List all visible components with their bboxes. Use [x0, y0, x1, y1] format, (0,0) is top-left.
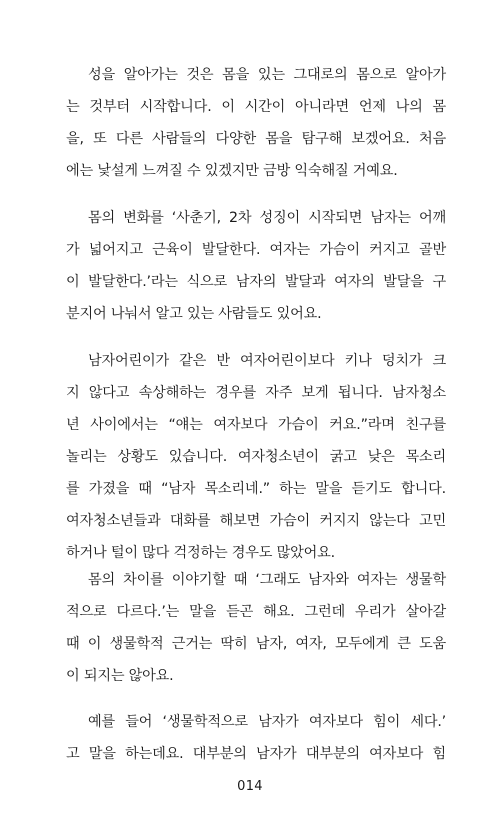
- paragraph-5: [66, 706, 446, 770]
- text-line: 하거나 털이 많다 걱정하는 경우도 많았어요.: [66, 545, 335, 561]
- text-line: 고 말을 하는데요. 대부분의 남자가 대부분의 여자보다 힘: [66, 746, 446, 762]
- text-line: 몸의 차이를 이야기할 때 ‘그래도 남자와 여자는 생물학: [88, 572, 446, 588]
- text-line: 년 사이에서는 “얘는 여자보다 가슴이 커요.”라며 친구를: [66, 417, 446, 433]
- text-line: 적으로 다르다.’는 말을 듣곤 해요. 그런데 우리가 살아갈: [66, 604, 446, 620]
- text-line: 때 이 생물학적 근거는 딱히 남자, 여자, 모두에게 큰 도움: [66, 636, 446, 652]
- text-line: 예를 들어 ‘생물학적으로 남자가 여자보다 힘이 세다.’: [88, 714, 446, 730]
- text-line: 이 되지는 않아요.: [66, 668, 174, 684]
- text-line: 에는 낯설게 느껴질 수 있겠지만 금방 익숙해질 거예요.: [66, 163, 398, 179]
- paragraph-3: [66, 345, 446, 569]
- text-line: 놀리는 상황도 있습니다. 여자청소년이 굵고 낮은 목소리: [66, 449, 446, 465]
- text-line: 지 않다고 속상해하는 경우를 자주 보게 됩니다. 남자청소: [66, 385, 446, 401]
- page-number: 014: [237, 779, 263, 794]
- text-line: 이 발달한다.’라는 식으로 남자의 발달과 여자의 발달을 구: [66, 274, 446, 290]
- paragraph-1: [66, 59, 446, 187]
- text-line: 을, 또 다른 사람들의 다양한 몸을 탐구해 보겠어요. 처음: [66, 131, 446, 147]
- paragraph-2: [66, 202, 446, 330]
- text-line: 몸의 변화를 ‘사춘기, 2차 성징이 시작되면 남자는 어깨: [88, 210, 446, 226]
- text-line: 남자어린이가 같은 반 여자어린이보다 키나 덩치가 크: [88, 353, 446, 369]
- text-line: 성을 알아가는 것은 몸을 있는 그대로의 몸으로 알아가: [88, 67, 446, 83]
- text-line: 를 가졌을 때 “남자 목소리네.” 하는 말을 듣기도 합니다.: [66, 481, 446, 497]
- paragraph-4: [66, 564, 446, 692]
- text-line: 는 것부터 시작합니다. 이 시간이 아니라면 언제 나의 몸: [66, 99, 446, 115]
- text-line: 가 넓어지고 근육이 발달한다. 여자는 가슴이 커지고 골반: [66, 242, 446, 258]
- text-line: 분지어 나눠서 알고 있는 사람들도 있어요.: [66, 306, 322, 322]
- text-line: 여자청소년들과 대화를 해보면 가슴이 커지지 않는다 고민: [66, 513, 446, 529]
